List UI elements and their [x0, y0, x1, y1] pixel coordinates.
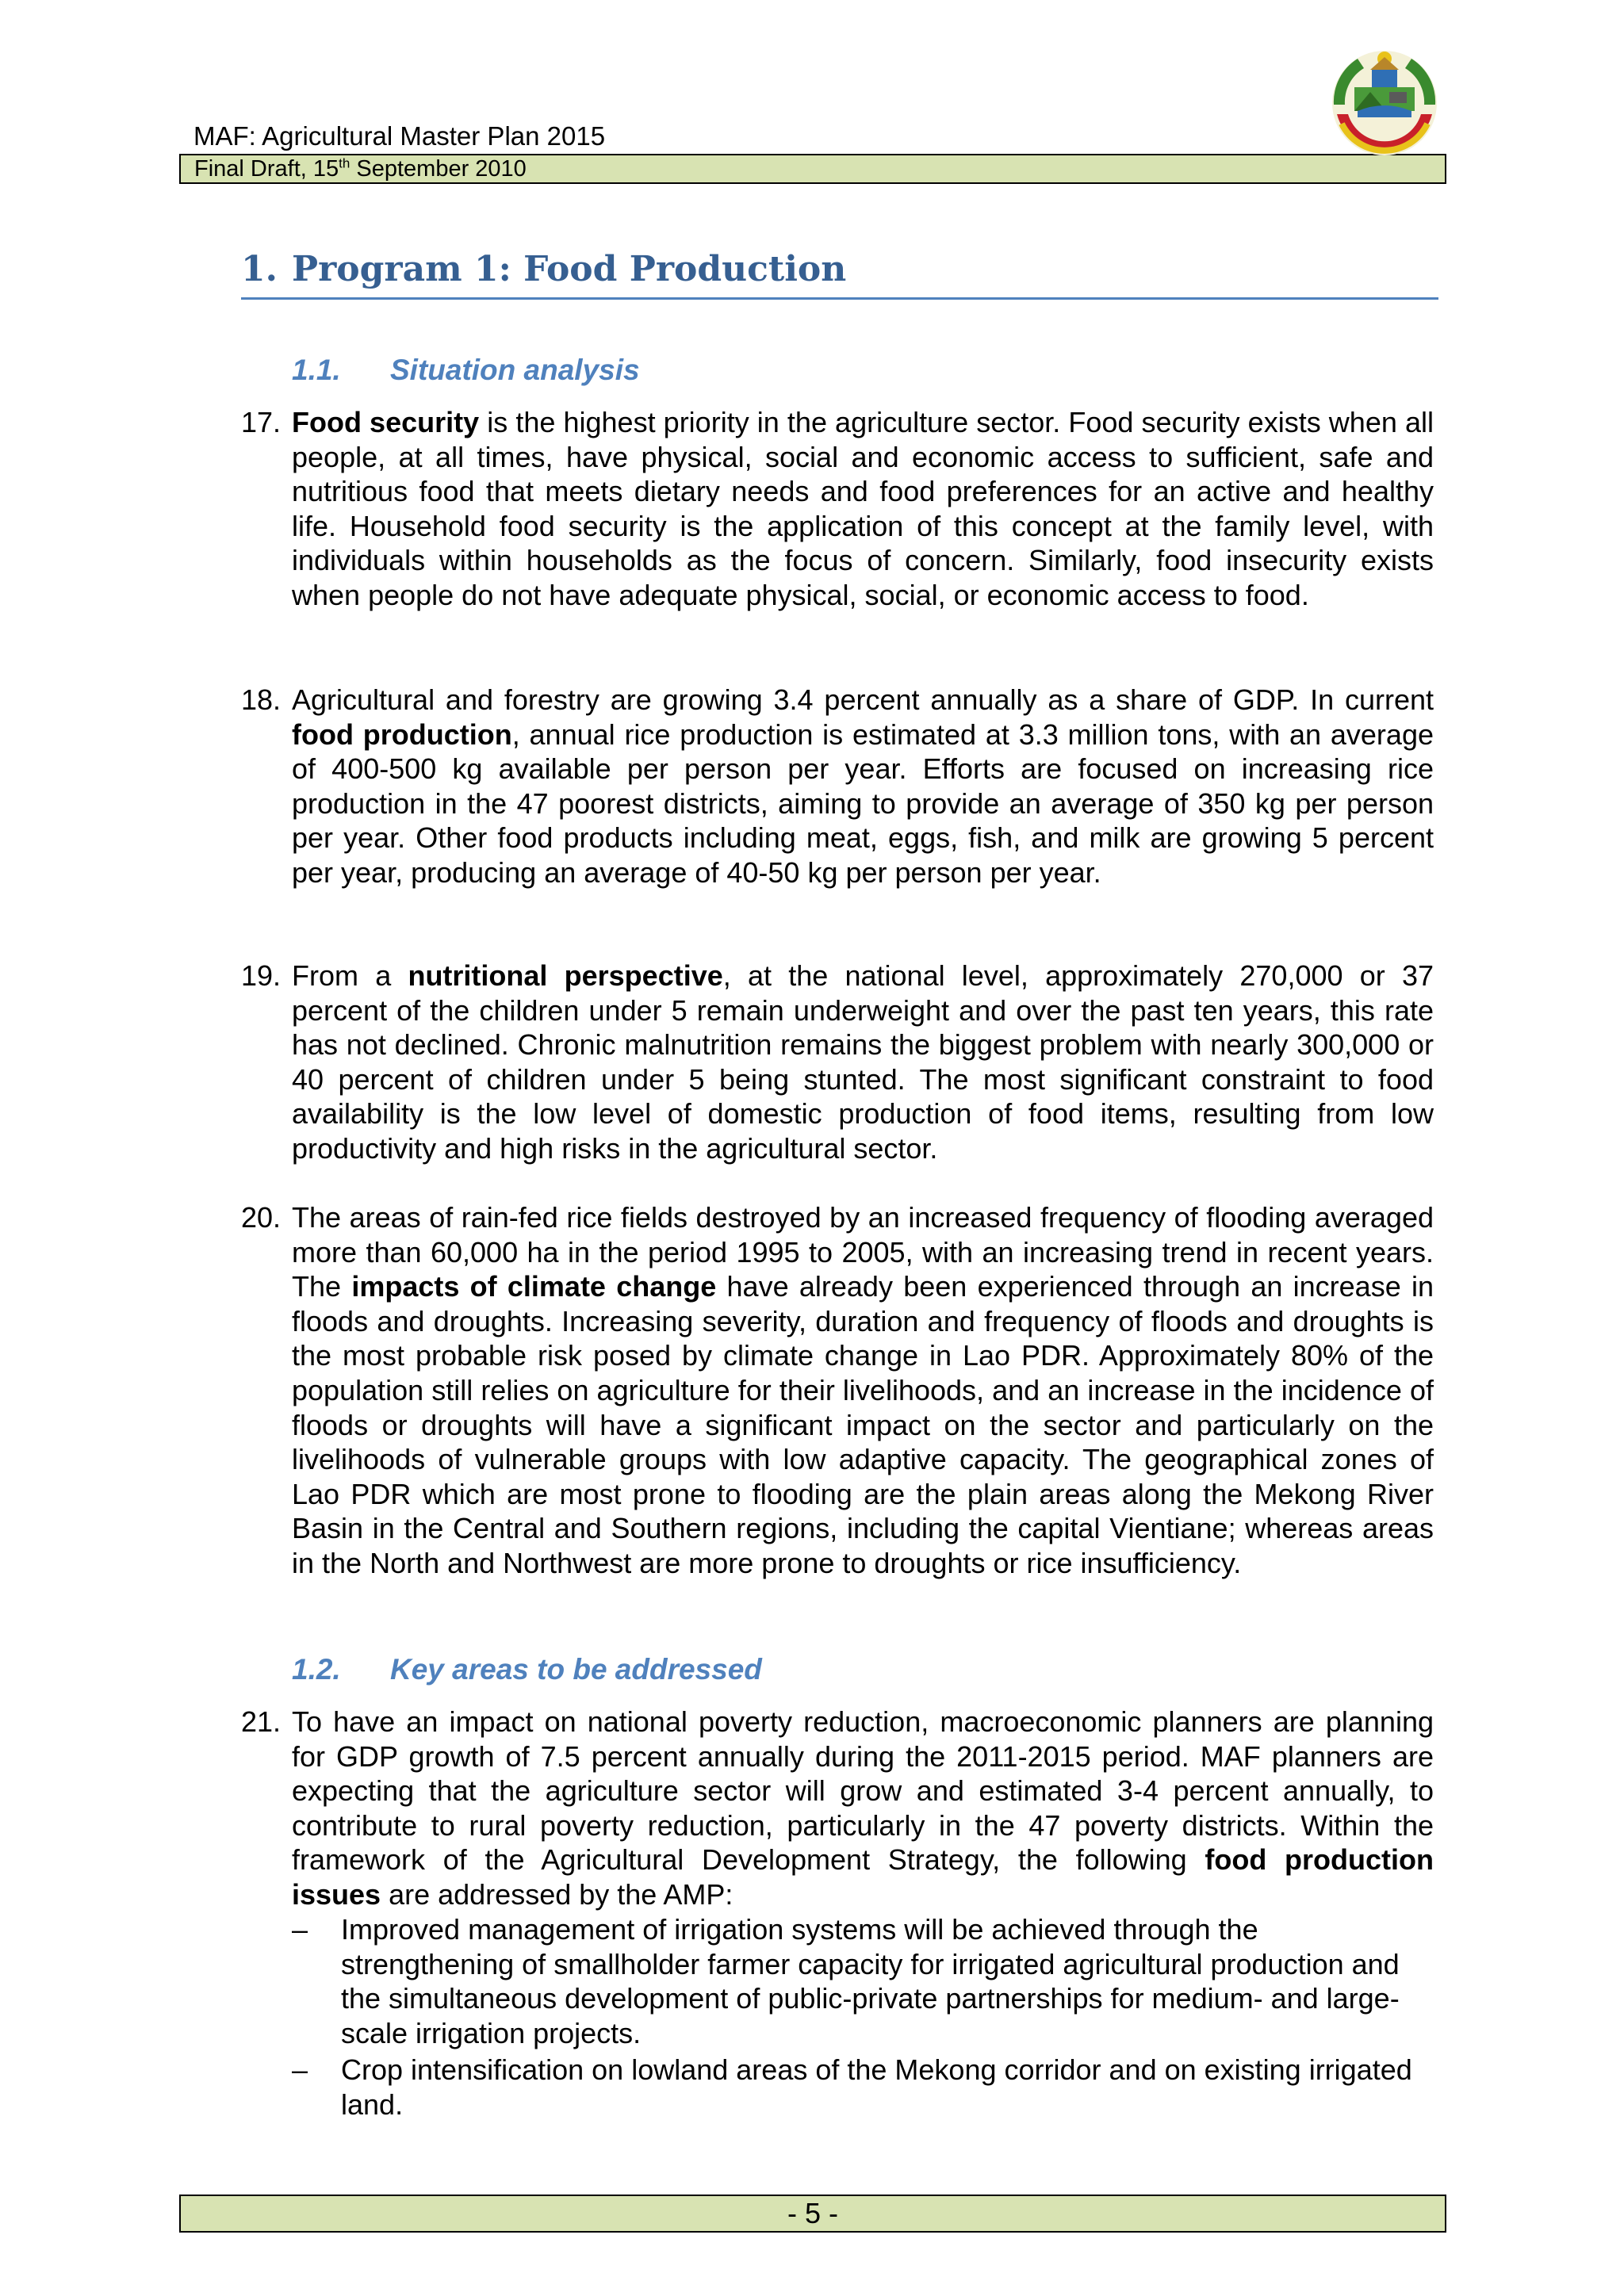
section-title: Program 1: Food Production	[292, 249, 847, 289]
paragraph-text-after: have already been experienced through an increase in floods and droughts. Increasing severity, duration and frequency of floods and droughts is the most probable risk posed by climate change in Lao PDR. Approximately 80% of the population still relies on agriculture for their livelihoods, and an increase in the incidence of floods or droughts will have a significant impact on the sector and particularly on the livelihoods of vulnerable groups with low adaptive capacity. The geographical zones of Lao PDR which are most prone to flooding are the plain areas along the Mekong River Basin in the Central and Southern regions, including the capital Vientiane; whereas areas in the North and Northwest are more prone to droughts or rice insufficiency.	[292, 1270, 1434, 1579]
bold-term: food production	[292, 718, 512, 751]
paragraph-20	[241, 1200, 1434, 1581]
bold-term: nutritional perspective	[408, 959, 723, 992]
paragraph-number: 19.	[241, 959, 282, 992]
paragraph-19	[241, 959, 1434, 1166]
draft-suffix: September 2010	[350, 156, 527, 182]
list-item	[292, 2053, 1434, 2122]
paragraph-text-after: , at the national level, approximately 270,000 or 37 percent of the children under 5 remain underweight and over the past ten years, this rate has not declined. Chronic malnutrition remains the biggest problem with nearly 300,000 or 40 percent of children under 5 being stunted. The most significant constraint to food availability is the low level of domestic production of food items, resulting from low productivity and high risks in the agricultural sector.	[292, 959, 1434, 1165]
document-header-title: MAF: Agricultural Master Plan 2015	[193, 121, 606, 151]
paragraph-number: 21.	[241, 1705, 282, 1738]
paragraph-text-after: , annual rice production is estimated at 3.3 million tons, with an average of 400-500 kg available per person per year. Efforts are focused on increasing rice production in the 47 poorest districts, aiming to provide an average of 350 kg per person per year. Other food products including meat, eggs, fish, and milk are growing 5 percent per year, producing an average of 40-50 kg per person per year.	[292, 718, 1434, 889]
paragraph-text-before: From a	[292, 959, 408, 992]
paragraph-text-before: The areas of rain-fed rice fields destroyed by an increased frequency of flooding averaged more than 60,000 ha in the period 1995 to 2005, with an increasing trend in recent years. The	[292, 1201, 1434, 1303]
draft-superscript: th	[339, 155, 350, 171]
subsection-heading-situation	[292, 352, 640, 388]
dash-bullet: –	[292, 2053, 308, 2086]
page-number-footer: - 5 -	[179, 2195, 1446, 2233]
paragraph-18	[241, 683, 1434, 890]
bold-term: impacts of climate change	[351, 1270, 717, 1303]
subsection-title: Situation analysis	[390, 354, 640, 386]
paragraph-text-before: Agricultural and forestry are growing 3.4 percent annually as a share of GDP. In current	[292, 683, 1434, 716]
paragraph-21	[241, 1705, 1434, 1912]
list-item	[292, 1912, 1434, 2050]
list-item-text: Crop intensification on lowland areas of the Mekong corridor and on existing irrigated land.	[341, 2053, 1412, 2121]
list-item-text: Improved management of irrigation systems will be achieved through the strengthening of smallholder farmer capacity for irrigated agricultural production and the simultaneous development of public-private partnerships for medium- and large-scale irrigation projects.	[341, 1913, 1400, 2049]
bold-term: food production issues	[292, 1843, 1434, 1911]
draft-date-bar	[179, 154, 1446, 184]
draft-prefix: Final Draft, 15	[194, 156, 339, 182]
subsection-heading-key-areas	[292, 1651, 762, 1688]
paragraph-text-before: To have an impact on national poverty reduction, macroeconomic planners are planning for GDP growth of 7.5 percent annually during the 2011-2015 period. MAF planners are expecting that the agriculture sector will grow and estimated 3-4 percent annually, to contribute to rural poverty reduction, particularly in the 47 poverty districts. Within the framework of the Agricultural Development Strategy, the following	[292, 1705, 1434, 1877]
paragraph-text-after: are addressed by the AMP:	[381, 1877, 733, 1911]
paragraph-number: 17.	[241, 406, 282, 438]
subsection-number: 1.1.	[292, 354, 341, 386]
section-number: 1.	[241, 249, 278, 289]
subsection-title: Key areas to be addressed	[390, 1653, 762, 1686]
dash-bullet: –	[292, 1913, 308, 1946]
bold-term: Food security	[292, 406, 480, 438]
subsection-number: 1.2.	[292, 1653, 341, 1686]
paragraph-17	[241, 405, 1434, 613]
paragraph-number: 18.	[241, 683, 282, 716]
paragraph-text: is the highest priority in the agriculture sector. Food security exists when all people, at all times, have physical, social and economic access to sufficient, safe and nutritious food that meets dietary needs and food preferences for an active and healthy life. Household food security is the application of this concept at the family level, with individuals within households as the focus of concern. Similarly, food insecurity exists when people do not have adequate physical, social, or economic access to food.	[292, 406, 1434, 611]
paragraph-number: 20.	[241, 1201, 282, 1234]
ministry-emblem-icon	[1326, 41, 1443, 159]
section-heading	[241, 247, 1438, 300]
